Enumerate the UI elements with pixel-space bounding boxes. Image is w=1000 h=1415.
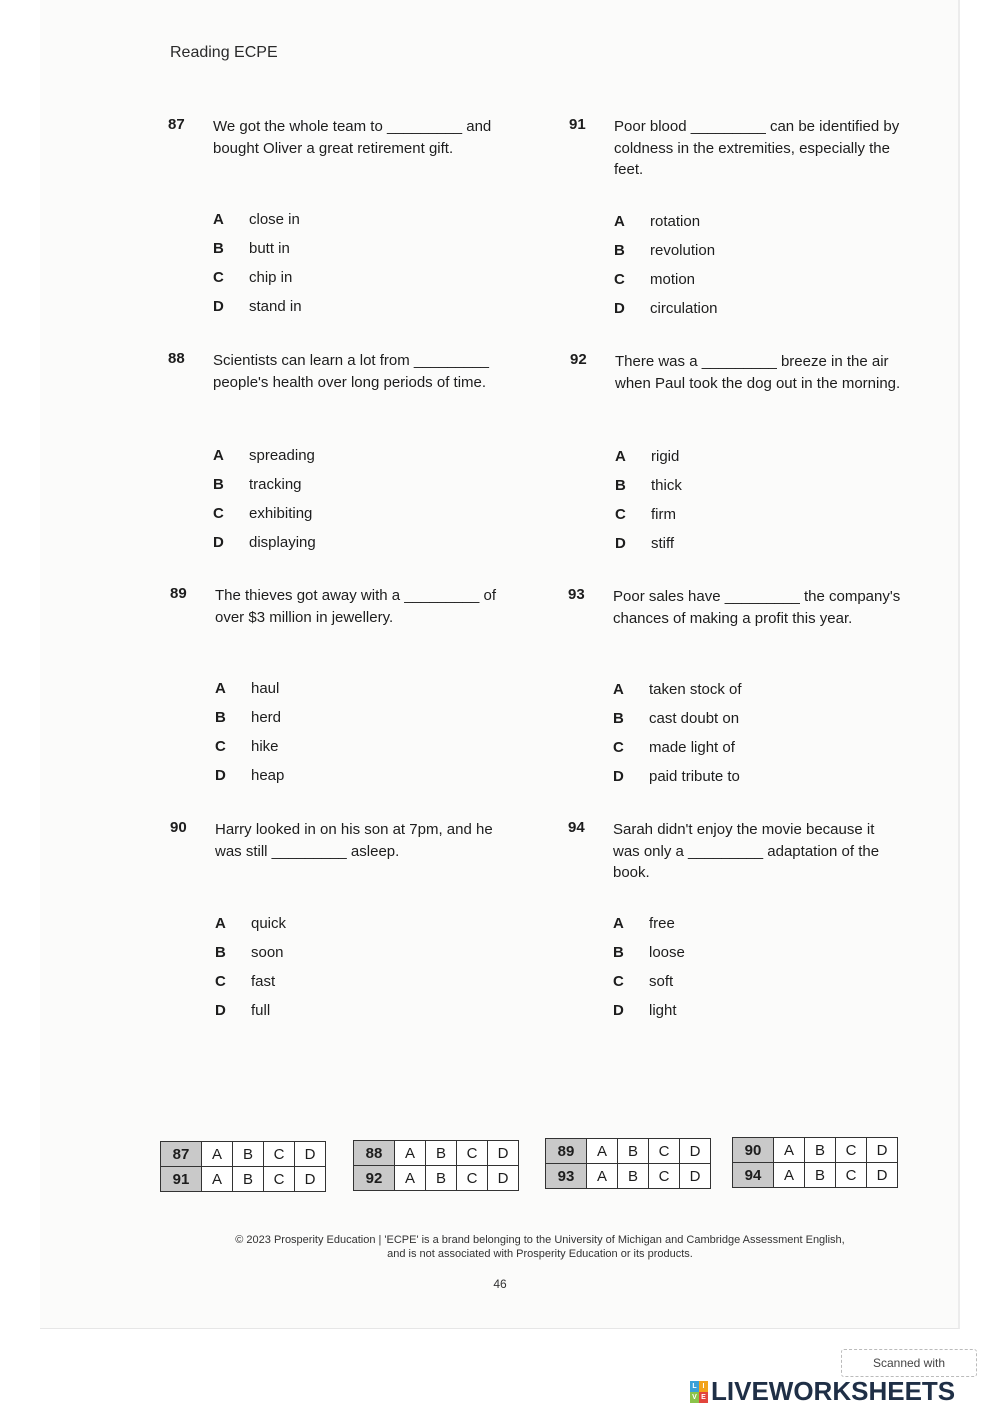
option-d[interactable]: D light [613,1002,677,1019]
option-d[interactable]: D stand in [213,298,302,315]
question-stem: There was a _________ breeze in the air when Paul took the dog out in the morning. [615,353,901,392]
question-stem: The thieves got away with a _________ of over $3 million in jewellery. [215,587,497,626]
question-number: 88 [168,350,185,367]
option-b[interactable]: B tracking [213,476,302,493]
answer-cell-a[interactable]: A [395,1141,426,1166]
option-b[interactable]: B revolution [614,242,716,259]
option-b[interactable]: B herd [215,709,282,726]
answer-cell-b[interactable]: B [805,1163,836,1188]
answer-cell-d[interactable]: D [867,1163,898,1188]
answer-cell-b[interactable]: B [805,1138,836,1163]
answer-cell-d[interactable]: D [867,1138,898,1163]
liveworksheets-logo-icon: L I V E [690,1381,708,1403]
option-list [615,442,682,558]
answer-cell-d[interactable]: D [680,1139,711,1164]
question-stem: Scientists can learn a lot from _________ people's health over long periods of time. [213,352,489,391]
answer-cell-c[interactable]: C [264,1167,295,1192]
option-a[interactable]: A free [613,915,675,932]
option-b[interactable]: B cast doubt on [613,710,740,727]
question-number: 91 [569,116,586,133]
worksheet-page [40,0,960,1329]
option-d[interactable]: D displaying [213,534,316,551]
answer-row [354,1141,519,1166]
answer-cell-c[interactable]: C [649,1139,680,1164]
option-b[interactable]: B butt in [213,240,290,257]
option-a[interactable]: A haul [215,680,280,697]
answer-cell-c[interactable]: C [457,1166,488,1191]
answer-row-number: 90 [733,1138,774,1163]
answer-grid-2 [353,1140,519,1191]
question-stem: Sarah didn't enjoy the movie because it was only a _________ adaptation of the book. [613,821,880,881]
option-list [215,674,284,790]
answer-grid-4 [732,1137,898,1188]
answer-cell-c[interactable]: C [836,1138,867,1163]
question-number: 89 [170,585,187,602]
option-b[interactable]: B soon [215,944,284,961]
answer-cell-b[interactable]: B [233,1142,264,1167]
answer-cell-a[interactable]: A [774,1138,805,1163]
option-list [614,207,718,323]
option-c[interactable]: C motion [614,271,696,288]
option-d[interactable]: D circulation [614,300,718,317]
answer-cell-c[interactable]: C [836,1163,867,1188]
answer-cell-b[interactable]: B [618,1164,649,1189]
copyright-notice [140,1233,940,1261]
question-number: 87 [168,116,185,133]
option-b[interactable]: B loose [613,944,685,961]
answer-row [546,1164,711,1189]
answer-grid-3 [545,1138,711,1189]
answer-cell-d[interactable]: D [295,1167,326,1192]
answer-cell-d[interactable]: D [488,1166,519,1191]
scanner-watermark: Scanned with [841,1349,977,1377]
answer-row-number: 92 [354,1166,395,1191]
answer-cell-d[interactable]: D [680,1164,711,1189]
answer-cell-b[interactable]: B [426,1141,457,1166]
answer-cell-c[interactable]: C [649,1164,680,1189]
question-stem: Poor sales have _________ the company's chances of making a profit this year. [613,588,901,627]
answer-cell-b[interactable]: B [426,1166,457,1191]
copyright-line-2: and is not associated with Prosperity Education or its products. [387,1248,693,1260]
option-list [613,675,742,791]
answer-cell-b[interactable]: B [233,1167,264,1192]
option-a[interactable]: A close in [213,211,300,228]
option-list [215,909,286,1025]
option-list [213,441,316,557]
question-stem: Poor blood _________ can be identified by coldness in the extremities, especially the feet. [614,118,900,178]
answer-row [733,1138,898,1163]
question-number: 92 [570,351,587,368]
answer-cell-a[interactable]: A [774,1163,805,1188]
answer-row-number: 91 [161,1167,202,1192]
liveworksheets-brand [690,1376,955,1407]
option-c[interactable]: C firm [615,506,676,523]
answer-cell-c[interactable]: C [457,1141,488,1166]
option-c[interactable]: C hike [215,738,279,755]
answer-cell-a[interactable]: A [395,1166,426,1191]
answer-cell-d[interactable]: D [295,1142,326,1167]
option-c[interactable]: C exhibiting [213,505,313,522]
option-d[interactable]: D paid tribute to [613,768,740,785]
answer-row [354,1166,519,1191]
answer-cell-c[interactable]: C [264,1142,295,1167]
option-c[interactable]: C made light of [613,739,735,756]
option-d[interactable]: D heap [215,767,285,784]
option-a[interactable]: A quick [215,915,287,932]
option-list [213,205,302,321]
question-number: 94 [568,819,585,836]
option-c[interactable]: C soft [613,973,674,990]
answer-cell-a[interactable]: A [587,1139,618,1164]
option-c[interactable]: C fast [215,973,276,990]
page-number: 46 [493,1277,507,1291]
page-header: Reading ECPE [170,44,278,61]
option-a[interactable]: A rotation [614,213,701,230]
answer-row-number: 89 [546,1139,587,1164]
option-a[interactable]: A rigid [615,448,680,465]
answer-grid-1 [160,1141,326,1192]
option-c[interactable]: C chip in [213,269,293,286]
answer-row [161,1142,326,1167]
option-d[interactable]: D full [215,1002,271,1019]
option-list [613,909,685,1025]
answer-row [733,1163,898,1188]
answer-cell-d[interactable]: D [488,1141,519,1166]
question-number: 90 [170,819,187,836]
answer-cell-a[interactable]: A [202,1167,233,1192]
question-number: 93 [568,586,585,603]
answer-row-number: 88 [354,1141,395,1166]
question-stem: Harry looked in on his son at 7pm, and he was still _________ asleep. [215,821,493,860]
answer-row-number: 94 [733,1163,774,1188]
answer-row [161,1167,326,1192]
brand-name: LIVEWORKSHEETS [711,1376,956,1406]
option-a[interactable]: A spreading [213,447,315,464]
answer-cell-a[interactable]: A [587,1164,618,1189]
option-a[interactable]: A taken stock of [613,681,742,698]
question-stem: We got the whole team to _________ and bought Oliver a great retirement gift. [213,118,492,157]
answer-cell-a[interactable]: A [202,1142,233,1167]
option-d[interactable]: D stiff [615,535,675,552]
answer-row [546,1139,711,1164]
answer-row-number: 93 [546,1164,587,1189]
option-b[interactable]: B thick [615,477,682,494]
answer-row-number: 87 [161,1142,202,1167]
answer-cell-b[interactable]: B [618,1139,649,1164]
copyright-line-1: © 2023 Prosperity Education | 'ECPE' is a brand belonging to the University of Michigan and Cambridge Assessment English, [235,1234,845,1246]
